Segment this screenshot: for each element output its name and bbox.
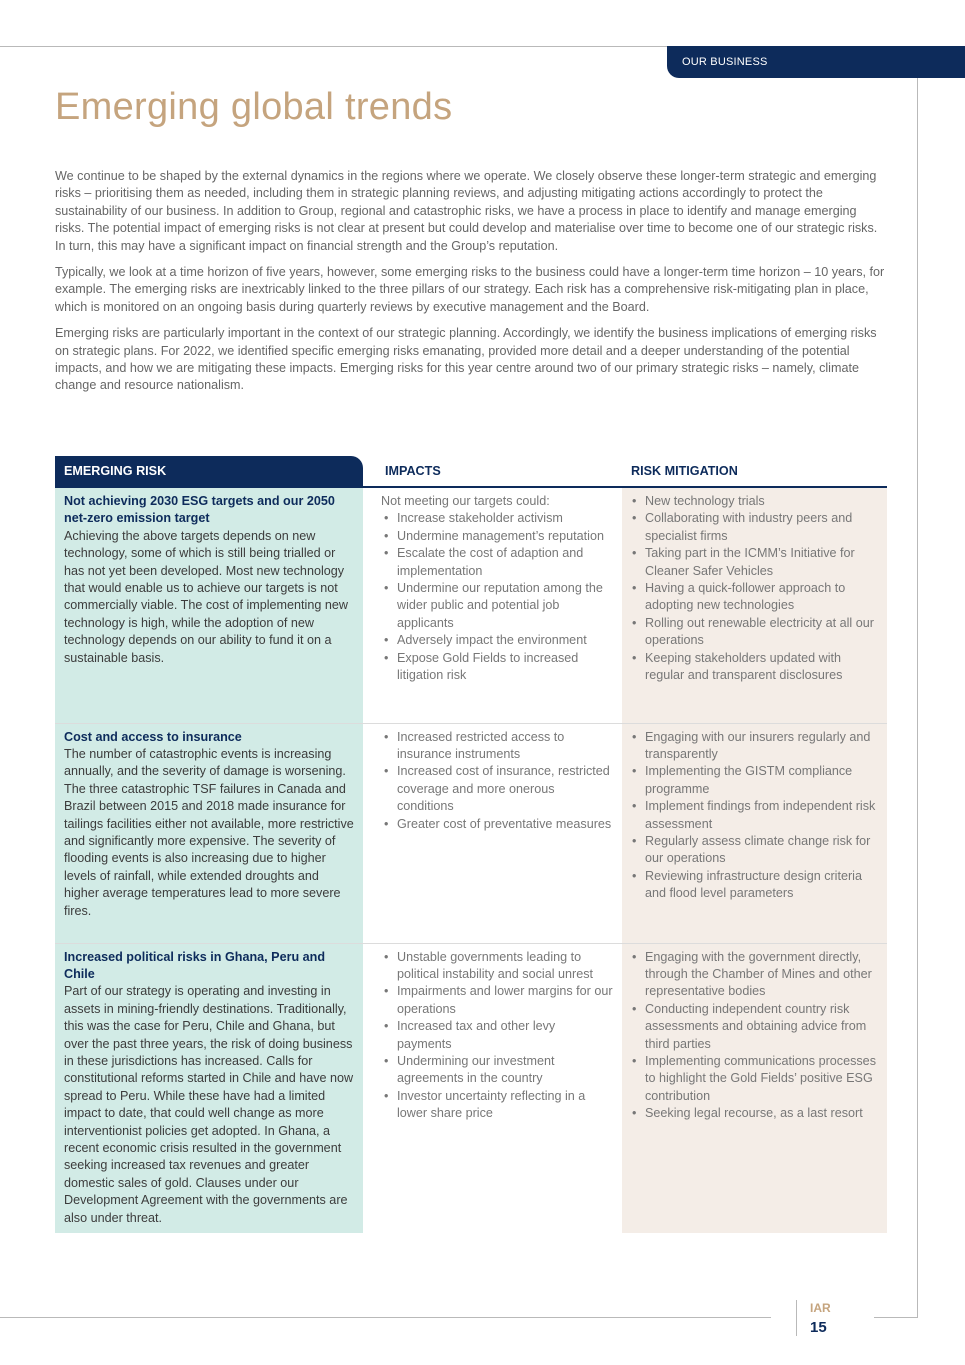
list-item: • Impairments and lower margins for our operations xyxy=(383,983,613,1018)
section-tab: OUR BUSINESS xyxy=(667,46,965,78)
mitigation-cell xyxy=(622,943,887,1233)
list-item: • Undermine management’s reputation xyxy=(383,528,613,545)
list-item: • Engaging with the government directly, through the Chamber of Mines and other representative bodies xyxy=(631,949,878,1001)
risk-title: Increased political risks in Ghana, Peru and Chile xyxy=(64,949,326,981)
table-header-row xyxy=(55,456,887,487)
impacts-cell xyxy=(363,943,622,1233)
list-item: • New technology trials xyxy=(631,493,878,510)
list-item: • Adversely impact the environment xyxy=(383,632,613,649)
list-item: • Taking part in the ICMM’s Initiative for Cleaner Safer Vehicles xyxy=(631,545,878,580)
impacts-cell xyxy=(363,487,622,723)
list-item: • Collaborating with industry peers and specialist firms xyxy=(631,510,878,545)
list-item: • Increase stakeholder activism xyxy=(383,510,613,527)
header-risk-mitigation: RISK MITIGATION xyxy=(622,456,887,487)
risk-title: Cost and access to insurance xyxy=(64,729,242,744)
list-item: • Having a quick-follower approach to adopting new technologies xyxy=(631,580,878,615)
table-row xyxy=(55,487,887,723)
risk-description: Achieving the above targets depends on new technology, some of which is still being trialled or has not yet been developed. Most new technology that would enable us to achieve our targets is not commercially viable. The cost of implementing new technology is high, while the adoption of new technology depends on our ability to fund it on a sustainable basis. xyxy=(64,528,348,665)
table-row xyxy=(55,723,887,943)
impacts-intro: Not meeting our targets could: xyxy=(381,494,550,508)
risk-title: Not achieving 2030 ESG targets and our 2050 net-zero emission target xyxy=(64,494,335,526)
page-number: 15 xyxy=(810,1319,827,1336)
header-impacts: IMPACTS xyxy=(363,456,622,487)
list-item: • Rolling out renewable electricity at all our operations xyxy=(631,615,878,650)
risk-cell xyxy=(55,723,363,943)
list-item: • Engaging with our insurers regularly and transparently xyxy=(631,729,878,764)
list-item: • Reviewing infrastructure design criteria and flood level parameters xyxy=(631,868,878,903)
bottom-rule-right xyxy=(874,1317,918,1318)
intro-text xyxy=(55,168,887,404)
emerging-risk-table xyxy=(55,456,887,1233)
list-item: • Escalate the cost of adaption and implementation xyxy=(383,545,613,580)
page-title: Emerging global trends xyxy=(55,86,453,128)
list-item: • Implement findings from independent risk assessment xyxy=(631,798,878,833)
footer-report-label: IAR xyxy=(810,1301,831,1315)
list-item: • Implementing the GISTM compliance programme xyxy=(631,763,878,798)
intro-paragraph: We continue to be shaped by the external dynamics in the regions where we operate. We closely observe these longer-term strategic and emerging risks – prioritising them as needed, including them in strategic planning reviews, and adjusting mitigating actions accordingly to protect the sustainability of our business. In addition to Group, regional and catastrophic risks, we have a process in place to identify and manage emerging risks. The potential impact of emerging risks is not clear at present but could develop and materialise over time to become one of our strategic risks. In turn, this may have a significant impact on financial strength and the Group’s reputation. xyxy=(55,169,878,253)
impacts-cell xyxy=(363,723,622,943)
mitigation-list xyxy=(631,729,878,903)
list-item: • Undermining our investment agreements in the country xyxy=(383,1053,613,1088)
risk-description: Part of our strategy is operating and investing in assets in mining-friendly destinations. Traditionally, this was the case for Peru, Chile and Ghana, but over the past three years, the risk of doing business in these jurisdictions has increased. Calls for constitutional reforms started in Chile and have now spread to Peru. While these have had a limited impact to date, that could well change as more interventionist policies get adopted. In Ghana, a recent economic crisis resulted in the government seeking increased tax revenues and greater domestic sales of gold. Clauses under our Development Agreement with the governments are also under threat. xyxy=(64,984,354,1225)
table-row xyxy=(55,943,887,1233)
footer-divider xyxy=(796,1300,797,1336)
table-body xyxy=(55,487,887,1233)
impacts-list xyxy=(383,729,613,833)
risk-description: The number of catastrophic events is increasing annually, and the severity of damage is worsening. The three catastrophic TSF failures in Canada and Brazil between 2015 and 2018 made insurance for tailings facilities either not available, more restrictive and significantly more expensive. The severity of flooding events is also increasing due to higher levels of rainfall, while extended droughts and higher average temperatures lead to more severe fires. xyxy=(64,746,354,918)
intro-paragraph: Typically, we look at a time horizon of five years, however, some emerging risks to the business could have a longer-term time horizon – 10 years, for example. The emerging risks are inextricably linked to the three pillars of our strategy. Each risk has a comprehensive risk-mitigating plan in place, which is monitored on an ongoing basis during quarterly reviews by executive management and the Board. xyxy=(55,265,885,314)
bottom-rule xyxy=(0,1317,771,1318)
list-item: • Increased restricted access to insurance instruments xyxy=(383,729,613,764)
mitigation-list xyxy=(631,949,878,1123)
list-item: • Expose Gold Fields to increased litigation risk xyxy=(383,650,613,685)
list-item: • Keeping stakeholders updated with regular and transparent disclosures xyxy=(631,650,878,685)
mitigation-list xyxy=(631,493,878,684)
top-rule xyxy=(0,46,667,47)
list-item: • Unstable governments leading to political instability and social unrest xyxy=(383,949,613,984)
impacts-list xyxy=(383,949,613,1123)
list-item: • Investor uncertainty reflecting in a lower share price xyxy=(383,1088,613,1123)
list-item: • Greater cost of preventative measures xyxy=(383,816,613,833)
list-item: • Conducting independent country risk assessments and obtaining advice from third parties xyxy=(631,1001,878,1053)
impacts-list xyxy=(383,510,613,684)
right-rule xyxy=(917,78,918,1318)
list-item: • Undermine our reputation among the wider public and potential job applicants xyxy=(383,580,613,632)
list-item: • Increased cost of insurance, restricted coverage and more onerous conditions xyxy=(383,763,613,815)
intro-paragraph: Emerging risks are particularly important in the context of our strategic planning. Accordingly, we identify the business implications of emerging risks on strategic plans. For 2022, we identified specific emerging risks emanating, provided more detail and a deeper understanding of the potential impacts, and how we are mitigating these impacts. Emerging risks for this year centre around two of our primary strategic risks – namely, climate change and resource nationalism. xyxy=(55,326,877,393)
mitigation-cell xyxy=(622,487,887,723)
mitigation-cell xyxy=(622,723,887,943)
risk-cell xyxy=(55,943,363,1233)
list-item: • Increased tax and other levy payments xyxy=(383,1018,613,1053)
list-item: • Implementing communications processes to highlight the Gold Fields’ positive ESG contribution xyxy=(631,1053,878,1105)
list-item: • Seeking legal recourse, as a last resort xyxy=(631,1105,878,1122)
risk-cell xyxy=(55,487,363,723)
list-item: • Regularly assess climate change risk for our operations xyxy=(631,833,878,868)
header-emerging-risk: EMERGING RISK xyxy=(55,456,363,487)
